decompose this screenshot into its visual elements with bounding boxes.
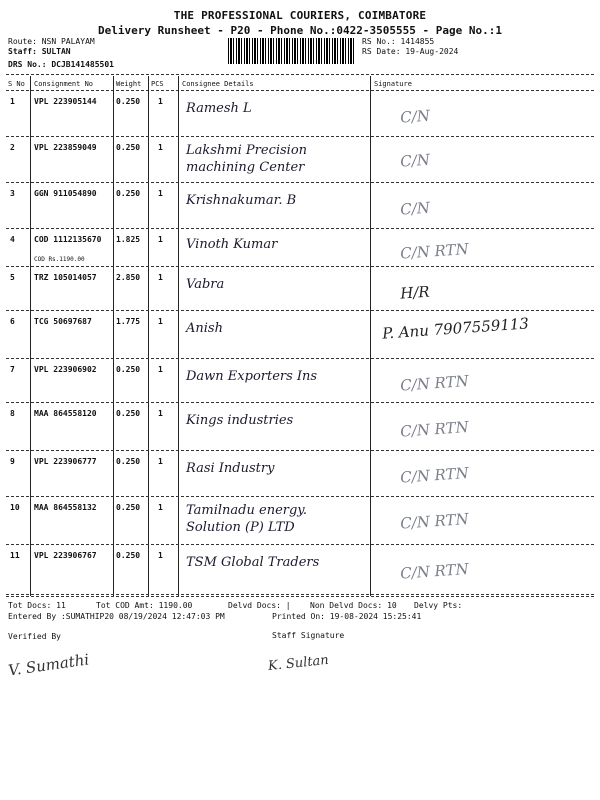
barcode-image — [228, 38, 356, 64]
row-serial-number: 9 — [10, 457, 15, 466]
header-divider — [6, 74, 594, 75]
row-weight: 1.775 — [116, 317, 141, 326]
document-title: THE PROFESSIONAL COURIERS, COIMBATORE — [173, 9, 427, 22]
route-label: Route: NSN PALAYAM — [8, 37, 95, 46]
row-consignee-handwritten: Krishnakumar. B — [186, 193, 297, 208]
row-consignee-handwritten: Ramesh L — [186, 101, 252, 116]
row-weight: 1.825 — [116, 235, 141, 244]
row-consignee-handwritten: Kings industries — [186, 413, 294, 428]
footer-divider — [6, 596, 594, 597]
entered-by: Entered By :SUMATHIP20 08/19/2024 12:47:03 PM — [8, 612, 225, 621]
row-divider — [6, 136, 594, 137]
row-signature-handwritten: C/N RTN — [399, 509, 470, 533]
row-serial-number: 7 — [10, 365, 15, 374]
printed-on: Printed On: 19-08-2024 15:25:41 — [272, 612, 422, 621]
row-consignment-number: VPL 223906902 — [34, 365, 97, 374]
row-pieces: 1 — [158, 317, 163, 326]
row-consignee-handwritten: Rasi Industry — [186, 461, 275, 476]
row-consignee-handwritten: Dawn Exporters Ins — [186, 369, 318, 384]
row-serial-number: 5 — [10, 273, 15, 282]
total-docs: Tot Docs: 11 — [8, 601, 66, 610]
row-serial-number: 10 — [10, 503, 20, 512]
row-weight: 0.250 — [116, 551, 141, 560]
row-pieces: 1 — [158, 143, 163, 152]
column-rule — [113, 76, 114, 596]
row-consignment-number: VPL 223906777 — [34, 457, 97, 466]
row-pieces: 1 — [158, 235, 163, 244]
row-consignment-number: TCG 50697687 — [34, 317, 92, 326]
row-consignee-handwritten: Anish — [186, 321, 223, 336]
row-signature-handwritten: H/R — [399, 282, 431, 303]
row-divider — [6, 496, 594, 497]
row-divider — [6, 228, 594, 229]
row-weight: 0.250 — [116, 97, 141, 106]
row-serial-number: 8 — [10, 409, 15, 418]
row-consignee-handwritten: Vabra — [186, 277, 225, 292]
row-signature-handwritten: C/N RTN — [399, 371, 470, 395]
row-signature-handwritten: C/N RTN — [399, 463, 470, 487]
row-weight: 0.250 — [116, 503, 141, 512]
row-signature-handwritten: C/N RTN — [399, 417, 470, 441]
staff-label: Staff: SULTAN — [8, 47, 71, 56]
total-cod-amount: Tot COD Amt: 1190.00 — [96, 601, 193, 610]
row-weight: 0.250 — [116, 457, 141, 466]
row-consignment-number: MAA 864558120 — [34, 409, 97, 418]
row-weight: 0.250 — [116, 409, 141, 418]
row-consignment-number: GGN 911054890 — [34, 189, 97, 198]
row-weight: 2.850 — [116, 273, 141, 282]
row-serial-number: 1 — [10, 97, 15, 106]
row-weight: 0.250 — [116, 143, 141, 152]
row-divider — [6, 310, 594, 311]
non-delivered-docs: Non Delvd Docs: 10 — [310, 601, 397, 610]
row-divider — [6, 450, 594, 451]
row-consignment-number: VPL 223859049 — [34, 143, 97, 152]
row-serial-number: 2 — [10, 143, 15, 152]
row-divider — [6, 358, 594, 359]
row-pieces: 1 — [158, 189, 163, 198]
verified-by-label: Verified By — [8, 632, 61, 641]
staff-handwritten-signature: K. Sultan — [267, 652, 330, 675]
delivered-docs: Delvd Docs: | — [228, 601, 291, 610]
row-divider — [6, 266, 594, 267]
rs-date: RS Date: 19-Aug-2024 — [362, 47, 459, 56]
col-header-weight: Weight — [116, 80, 142, 88]
rs-number: RS No.: 1414855 — [362, 37, 435, 46]
row-signature-handwritten: C/N RTN — [399, 559, 470, 583]
row-signature-handwritten: C/N — [399, 198, 431, 219]
verified-signature: V. Sumathi — [7, 650, 91, 680]
row-consignee-handwritten: TSM Global Traders — [186, 555, 320, 570]
row-divider — [6, 402, 594, 403]
row-signature-handwritten: P. Anu 7907559113 — [381, 314, 530, 343]
row-pieces: 1 — [158, 409, 163, 418]
row-pieces: 1 — [158, 551, 163, 560]
column-rule — [148, 76, 149, 596]
delivery-points: Delvy Pts: — [414, 601, 463, 610]
row-consignee-handwritten: Tamilnadu energy. Solution (P) LTD — [186, 503, 308, 535]
column-rule — [30, 76, 31, 596]
row-consignment-number: MAA 864558132 — [34, 503, 97, 512]
col-header-consignment: Consignment No — [34, 80, 94, 88]
col-header-signature: Signature — [374, 80, 412, 88]
row-pieces: 1 — [158, 97, 163, 106]
row-consignee-handwritten: Lakshmi Precision machining Center — [186, 143, 308, 175]
row-signature-handwritten: C/N RTN — [399, 239, 470, 263]
row-weight: 0.250 — [116, 189, 141, 198]
staff-signature-label: Staff Signature — [272, 631, 345, 640]
row-weight: 0.250 — [116, 365, 141, 374]
row-serial-number: 11 — [10, 551, 20, 560]
col-header-sno: S No — [8, 80, 25, 88]
col-header-pcs: PCS — [151, 80, 164, 88]
row-signature-handwritten: C/N — [399, 150, 431, 171]
column-header-divider — [6, 90, 594, 91]
drs-number: DRS No.: DCJB141485501 — [8, 60, 114, 69]
row-divider — [6, 594, 594, 595]
row-divider — [6, 544, 594, 545]
column-rule — [178, 76, 179, 596]
row-consignee-handwritten: Vinoth Kumar — [186, 237, 278, 252]
document-subtitle: Delivery Runsheet - P20 - Phone No.:0422-3505555 - Page No.:1 — [98, 24, 502, 37]
column-rule — [370, 76, 371, 596]
row-consignment-number: VPL 223905144 — [34, 97, 97, 106]
row-pieces: 1 — [158, 503, 163, 512]
row-cod-amount: COD Rs.1190.00 — [34, 256, 85, 263]
row-pieces: 1 — [158, 365, 163, 374]
row-serial-number: 6 — [10, 317, 15, 326]
row-serial-number: 4 — [10, 235, 15, 244]
col-header-consignee: Consignee Details — [182, 80, 254, 88]
row-consignment-number: TRZ 105014057 — [34, 273, 97, 282]
row-pieces: 1 — [158, 457, 163, 466]
row-divider — [6, 182, 594, 183]
row-consignment-number: COD 1112135670 — [34, 235, 102, 244]
row-serial-number: 3 — [10, 189, 15, 198]
row-signature-handwritten: C/N — [399, 106, 431, 127]
row-pieces: 1 — [158, 273, 163, 282]
row-consignment-number: VPL 223906767 — [34, 551, 97, 560]
